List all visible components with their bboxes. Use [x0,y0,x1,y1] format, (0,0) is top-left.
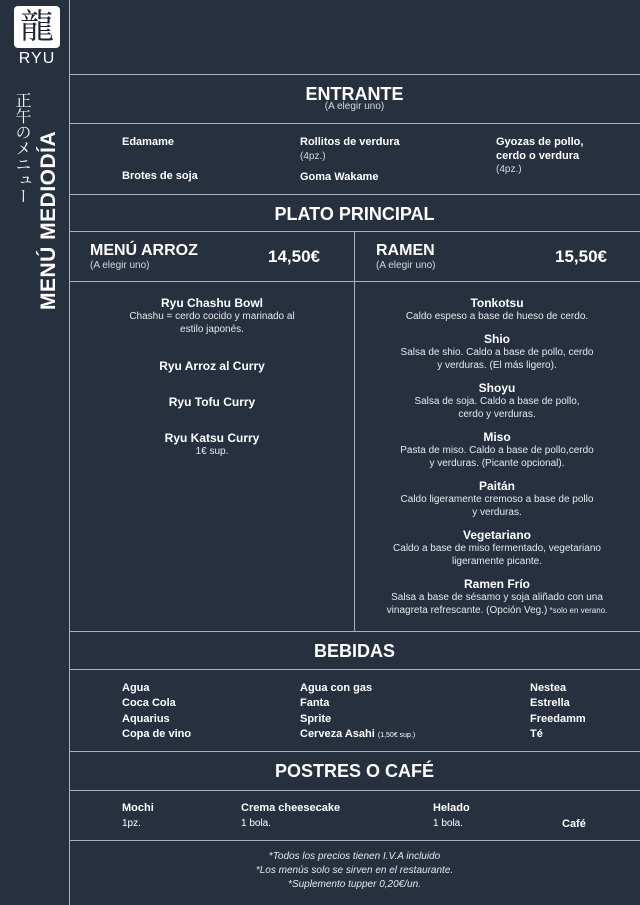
arroz-item [100,395,324,409]
divider [69,194,640,195]
postre-item-note: 1 bola. [241,818,272,829]
bebida-item: Fanta [300,697,330,709]
entrante-item: Rollitos de verdura [300,136,400,148]
divider [69,840,640,841]
entrante-item: Goma Wakame [300,171,379,183]
bebida-item: Freedamm [530,713,586,725]
ramen-item-desc: y verduras. (El más ligero). [437,360,557,371]
footer-notes [69,850,640,892]
bebida-item: Estrella [530,697,570,709]
ramen-item-name: Tonkotsu [470,296,524,310]
postre-item-note: 1 bola. [433,818,464,829]
divider [69,669,640,670]
divider [69,631,640,632]
postres-title: POSTRES O CAFÉ [274,761,435,781]
entrante-item: Edamame [122,136,174,148]
ramen-item-desc: Salsa a base de sésamo y soja aliñado con una [391,592,603,603]
divider [69,790,640,791]
arroz-item-desc: Chashu = cerdo cocido y marinado al [129,311,295,322]
ramen-item [360,381,634,421]
ramen-item-desc: Caldo espeso a base de hueso de cerdo. [405,311,589,322]
arroz-item-desc: estilo japonés. [180,324,244,335]
entrante-item-note: (4pz.) [300,151,326,162]
bebida-item: Agua [122,682,150,694]
bebida-item: Agua con gas [300,682,373,694]
bebida-item: Té [530,728,543,740]
divider [69,123,640,124]
ramen-item-name: Ramen Frío [463,577,530,591]
entrante-subtitle: (A elegir uno) [324,101,385,112]
ramen-item [360,528,634,568]
supplement-note: (1,50€ sup.) [377,732,416,739]
bebida-item: Nestea [530,682,567,694]
entrante-item: Gyozas de pollo, [496,136,584,148]
ramen-item-name: Vegetariano [462,528,532,542]
seasonal-note: *solo en verano. [547,606,608,615]
footer-note: *Todos los precios tienen I.V.A incluido [268,851,441,862]
plato-principal-title: PLATO PRINCIPAL [274,204,435,224]
bebida-item: Aquarius [122,713,170,725]
ramen-item [360,577,634,617]
entrante-item: Brotes de soja [122,170,198,182]
arroz-item-name: Ryu Tofu Curry [168,395,256,409]
ramen-item-desc: vinagreta refrescante. (Opción Veg.) [386,605,548,616]
arroz-item-name: Ryu Chashu Bowl [160,296,263,310]
ramen-item-desc: Caldo ligeramente cremoso a base de pollo [400,494,594,505]
ramen-item-name: Shoyu [478,381,516,395]
sidebar-japanese-title: 正午のメニュー [13,92,32,204]
sidebar-menu-title: MENÚ MEDIODÍA [37,130,60,310]
postre-item: Mochi [122,802,154,814]
arroz-item-desc: 1€ sup. [195,446,229,457]
footer-note: *Suplemento tupper 0,20€/un. [288,879,421,890]
arroz-subtitle: (A elegir uno) [90,260,150,271]
footer-note: *Los menús solo se sirven en el restaurante. [255,865,454,876]
ramen-item [360,332,634,372]
arroz-item [100,359,324,373]
ramen-item [360,479,634,519]
arroz-item-name: Ryu Arroz al Curry [159,359,265,373]
ramen-item-name: Miso [483,430,511,444]
entrante-item-line2: cerdo o verdura [496,150,580,162]
arroz-title: MENÚ ARROZ [90,242,198,259]
arroz-price: 14,50€ [268,247,320,266]
ramen-item-desc: Caldo a base de miso fermentado, vegetariano [393,543,601,554]
divider [69,751,640,752]
dragon-kanji-logo: 龍 [20,7,54,47]
ramen-item-desc: y verduras. [472,507,522,518]
ramen-item-desc: y verduras. (Picante opcional). [429,458,565,469]
ramen-item [360,296,634,323]
postre-item: Helado [433,802,470,814]
bebida-item: Copa de vino [122,728,192,740]
ramen-price: 15,50€ [555,247,607,266]
ramen-title: RAMEN [376,242,435,259]
ramen-item-name: Shio [484,332,510,346]
bebida-item-row [300,728,415,740]
ramen-item-desc-line2 [360,604,634,617]
arroz-item [100,431,324,458]
entrante-title: ENTRANTE [305,84,404,104]
brand-name: RYU [18,50,56,67]
postre-item-note: 1pz. [122,818,141,829]
arroz-item [100,296,324,336]
ramen-item [360,430,634,470]
ramen-item-desc: Salsa de soja. Caldo a base de pollo, [414,396,580,407]
ramen-item-desc: cerdo y verduras. [458,409,536,420]
ramen-item-desc: Salsa de shio. Caldo a base de pollo, cerdo [400,347,594,358]
ramen-item-name: Paitán [478,479,515,493]
bebida-item: Sprite [300,713,332,725]
bebidas-title: BEBIDAS [313,641,395,661]
postre-item: Café [562,818,586,830]
postre-item: Crema cheesecake [241,802,341,814]
entrante-item-note: (4pz.) [496,164,522,175]
arroz-item-name: Ryu Katsu Curry [164,431,260,445]
bebida-item: Coca Cola [122,697,176,709]
ramen-item-desc: Pasta de miso. Caldo a base de pollo,cerdo [400,445,594,456]
ramen-item-desc: ligeramente picante. [451,556,543,567]
bebida-item: Cerveza Asahi [300,728,375,740]
column-divider [354,231,355,631]
divider [69,74,640,75]
ramen-subtitle: (A elegir uno) [376,260,436,271]
